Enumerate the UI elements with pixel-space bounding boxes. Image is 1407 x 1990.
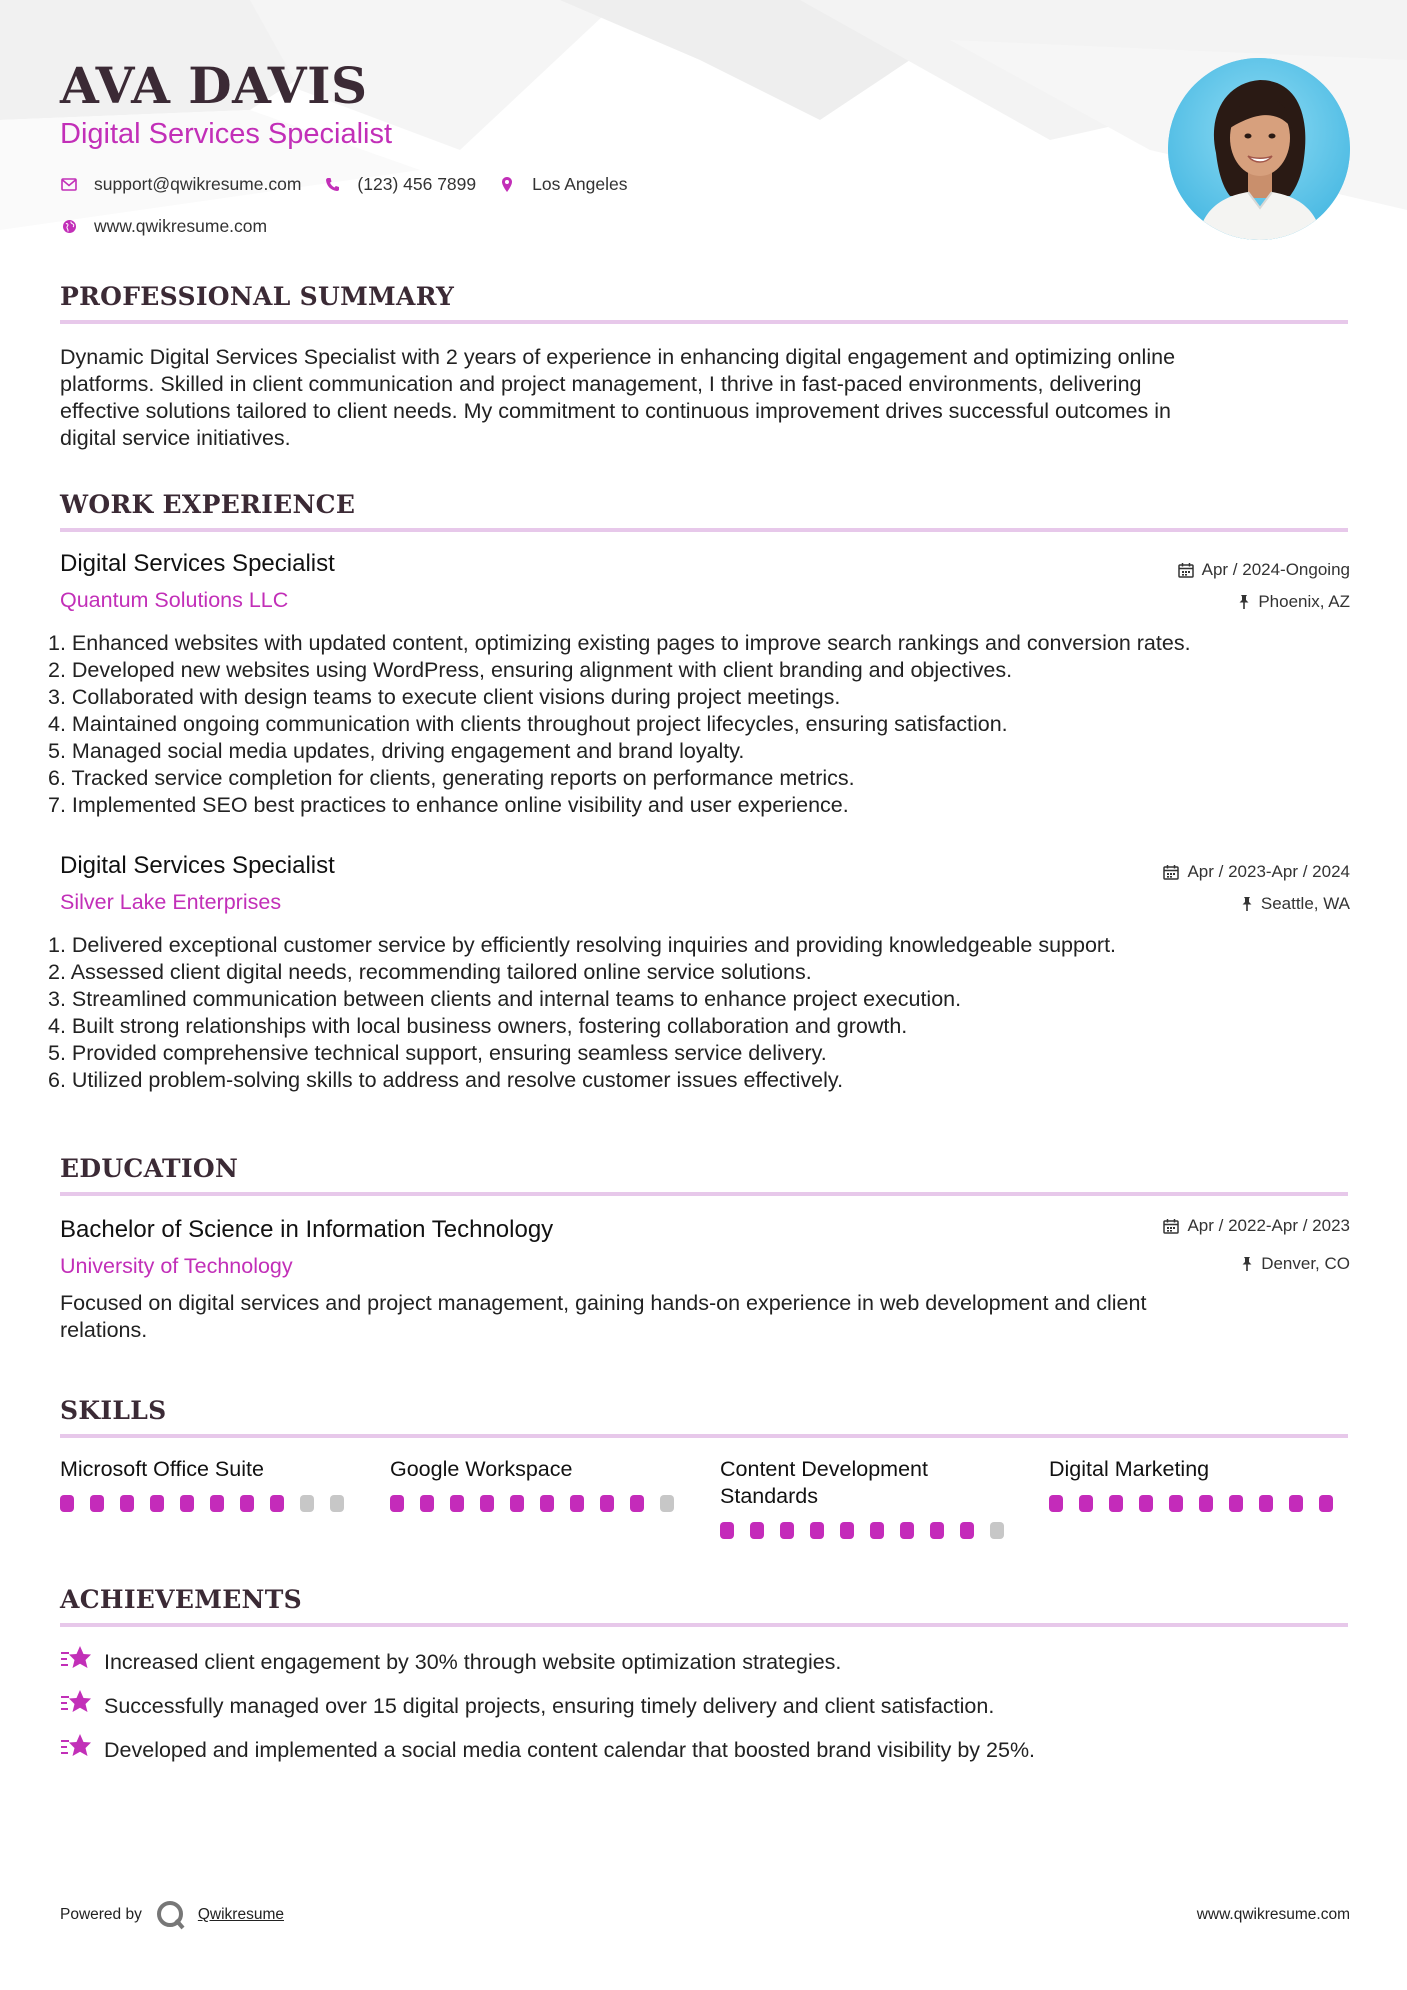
rating-dot-filled: [1259, 1495, 1273, 1512]
rating-dot-filled: [870, 1522, 884, 1539]
skill-name-line: Content Development: [720, 1457, 928, 1481]
rating-dot-filled: [390, 1495, 404, 1512]
section-divider: [60, 528, 1348, 532]
summary-line: digital service initiatives.: [60, 426, 291, 450]
location-text: Los Angeles: [532, 174, 628, 194]
skill-item: [390, 1456, 690, 1512]
section-divider: [60, 1192, 1348, 1196]
rating-dot-filled: [1139, 1495, 1153, 1512]
education-description: [60, 1290, 1350, 1344]
skills-heading: SKILLS: [60, 1396, 167, 1425]
skill-rating: [390, 1495, 690, 1512]
rating-dot-filled: [570, 1495, 584, 1512]
calendar-icon: [1163, 864, 1179, 880]
achievement-item: [60, 1732, 1035, 1768]
rating-dot-filled: [960, 1522, 974, 1539]
rating-dot-empty: [330, 1495, 344, 1512]
rating-dot-filled: [1319, 1495, 1333, 1512]
skill-rating: [60, 1495, 360, 1512]
list-item: 4. Maintained ongoing communication with clients throughout project lifecycles, ensuring satisfaction.: [48, 712, 1008, 736]
degree-title: Bachelor of Science in Information Technology: [60, 1216, 554, 1243]
rating-dot-filled: [150, 1495, 164, 1512]
skill-name-line: Microsoft Office Suite: [60, 1457, 264, 1481]
list-item: 7. Implemented SEO best practices to enhance online visibility and user experience.: [48, 793, 849, 817]
rating-dot-filled: [600, 1495, 614, 1512]
pushpin-icon: [1238, 594, 1250, 610]
star-icon: [60, 1732, 104, 1768]
skill-item: [60, 1456, 360, 1512]
job-location: [1238, 592, 1350, 612]
skill-name: [720, 1456, 1020, 1510]
skill-name: [390, 1456, 690, 1483]
rating-dot-filled: [720, 1522, 734, 1539]
section-divider: [60, 320, 1348, 324]
skill-name-line: Google Workspace: [390, 1457, 573, 1481]
rating-dot-filled: [270, 1495, 284, 1512]
education-line: relations.: [60, 1318, 148, 1342]
candidate-role: Digital Services Specialist: [60, 118, 393, 150]
rating-dot-filled: [180, 1495, 194, 1512]
summary-line: effective solutions tailored to client needs. My commitment to continuous improvement drives successful outcomes in: [60, 399, 1171, 423]
job-title: Digital Services Specialist: [60, 852, 335, 879]
company-name: Silver Lake Enterprises: [60, 890, 282, 914]
rating-dot-filled: [900, 1522, 914, 1539]
rating-dot-filled: [120, 1495, 134, 1512]
achievement-text: Successfully managed over 15 digital projects, ensuring timely delivery and client satisfaction.: [104, 1693, 995, 1718]
list-item: 1. Enhanced websites with updated content, optimizing existing pages to improve search rankings and conversion rates.: [48, 631, 1191, 655]
skill-name: [1049, 1456, 1349, 1483]
section-divider: [60, 1623, 1348, 1627]
list-item: 3. Streamlined communication between clients and internal teams to enhance project execution.: [48, 987, 962, 1011]
rating-dot-filled: [1109, 1495, 1123, 1512]
list-item: 3. Collaborated with design teams to execute client visions during project meetings.: [48, 685, 841, 709]
rating-dot-filled: [420, 1495, 434, 1512]
rating-dot-filled: [210, 1495, 224, 1512]
envelope-icon: [60, 176, 78, 194]
rating-dot-filled: [780, 1522, 794, 1539]
rating-dot-filled: [1079, 1495, 1093, 1512]
education-heading: EDUCATION: [60, 1154, 239, 1183]
list-item: 2. Developed new websites using WordPress, ensuring alignment with client branding and objectives.: [48, 658, 1013, 682]
summary-heading: PROFESSIONAL SUMMARY: [60, 282, 455, 311]
summary-line: platforms. Skilled in client communication and project management, I thrive in fast-paced environments, delivering: [60, 372, 1142, 396]
experience-heading: WORK EXPERIENCE: [60, 490, 356, 519]
star-icon: [60, 1644, 104, 1680]
skill-rating: [1049, 1495, 1349, 1512]
rating-dot-filled: [750, 1522, 764, 1539]
calendar-icon: [1178, 562, 1194, 578]
skill-name-line: Digital Marketing: [1049, 1457, 1210, 1481]
skill-name: [60, 1456, 360, 1483]
achievements-heading: ACHIEVEMENTS: [60, 1585, 302, 1614]
education-location: [1241, 1254, 1350, 1274]
website-link[interactable]: www.qwikresume.com: [94, 216, 268, 236]
powered-by-label: Powered by: [60, 1906, 142, 1923]
achievement-item: [60, 1688, 994, 1724]
skill-rating: [720, 1522, 1020, 1539]
education-line: Focused on digital services and project management, gaining hands-on experience in web development and client: [60, 1291, 1147, 1315]
achievement-text: Increased client engagement by 30% through website optimization strategies.: [104, 1649, 842, 1674]
rating-dot-filled: [240, 1495, 254, 1512]
rating-dot-filled: [1199, 1495, 1213, 1512]
contact-row: [60, 174, 650, 195]
list-item: 2. Assessed client digital needs, recommending tailored online service solutions.: [48, 960, 812, 984]
job-dates-text: Apr / 2024-Ongoing: [1201, 560, 1350, 579]
rating-dot-filled: [1169, 1495, 1183, 1512]
candidate-name: AVA DAVIS: [60, 56, 368, 115]
email-link[interactable]: support@qwikresume.com: [94, 174, 302, 194]
pushpin-icon: [1241, 1256, 1253, 1272]
job-location-text: Phoenix, AZ: [1258, 592, 1350, 611]
summary-line: Dynamic Digital Services Specialist with 2 years of experience in enhancing digital engagement and optimizing online: [60, 345, 1176, 369]
achievement-text: Developed and implemented a social media content calendar that boosted brand visibility by 25%.: [104, 1737, 1036, 1762]
education-location-text: Denver, CO: [1261, 1254, 1350, 1273]
job-dates: [1163, 862, 1350, 882]
section-divider: [60, 1434, 1348, 1438]
footer-website[interactable]: www.qwikresume.com: [1196, 1906, 1350, 1923]
job-location-text: Seattle, WA: [1260, 894, 1350, 913]
pushpin-icon: [1241, 896, 1253, 912]
rating-dot-filled: [1289, 1495, 1303, 1512]
job-dates: [1178, 560, 1350, 580]
rating-dot-empty: [990, 1522, 1004, 1539]
job-title: Digital Services Specialist: [60, 550, 335, 577]
list-item: 6. Utilized problem-solving skills to address and resolve customer issues effectively.: [48, 1068, 844, 1092]
rating-dot-empty: [300, 1495, 314, 1512]
education-dates: [1163, 1216, 1350, 1236]
rating-dot-filled: [510, 1495, 524, 1512]
rating-dot-filled: [930, 1522, 944, 1539]
skill-name-line: Standards: [720, 1484, 819, 1508]
phone-number: (123) 456 7899: [357, 174, 477, 194]
footer-branding: [60, 1900, 284, 1930]
skill-item: [720, 1456, 1020, 1539]
job-bullets: [48, 630, 1358, 819]
map-pin-icon: [498, 176, 516, 194]
rating-dot-filled: [1049, 1495, 1063, 1512]
list-item: 1. Delivered exceptional customer service by efficiently resolving inquiries and providing knowledgeable support.: [48, 933, 1117, 957]
globe-icon: [60, 218, 78, 236]
list-item: 6. Tracked service completion for clients, generating reports on performance metrics.: [48, 766, 855, 790]
list-item: 5. Managed social media updates, driving engagement and brand loyalty.: [48, 739, 745, 763]
job-dates-text: Apr / 2023-Apr / 2024: [1187, 862, 1350, 881]
job-location: [1241, 894, 1350, 914]
list-item: 5. Provided comprehensive technical support, ensuring seamless service delivery.: [48, 1041, 827, 1065]
qwikresume-link[interactable]: Qwikresume: [197, 1906, 284, 1923]
job-bullets: [48, 932, 1358, 1094]
rating-dot-filled: [840, 1522, 854, 1539]
list-item: 4. Built strong relationships with local business owners, fostering collaboration and growth.: [48, 1014, 908, 1038]
star-icon: [60, 1688, 104, 1724]
rating-dot-filled: [810, 1522, 824, 1539]
company-name: Quantum Solutions LLC: [60, 588, 289, 612]
summary-text: [60, 344, 1350, 452]
qwikresume-logo-icon: [156, 1900, 186, 1930]
rating-dot-filled: [90, 1495, 104, 1512]
rating-dot-filled: [450, 1495, 464, 1512]
rating-dot-filled: [1229, 1495, 1243, 1512]
education-dates-text: Apr / 2022-Apr / 2023: [1187, 1216, 1350, 1235]
rating-dot-filled: [540, 1495, 554, 1512]
rating-dot-filled: [60, 1495, 74, 1512]
rating-dot-filled: [480, 1495, 494, 1512]
rating-dot-filled: [630, 1495, 644, 1512]
calendar-icon: [1163, 1218, 1179, 1234]
skill-item: [1049, 1456, 1349, 1512]
phone-icon: [323, 176, 341, 194]
rating-dot-empty: [660, 1495, 674, 1512]
school-name: University of Technology: [60, 1254, 293, 1278]
website-row: [60, 216, 289, 237]
achievement-item: [60, 1644, 841, 1680]
profile-photo: [1168, 58, 1350, 240]
